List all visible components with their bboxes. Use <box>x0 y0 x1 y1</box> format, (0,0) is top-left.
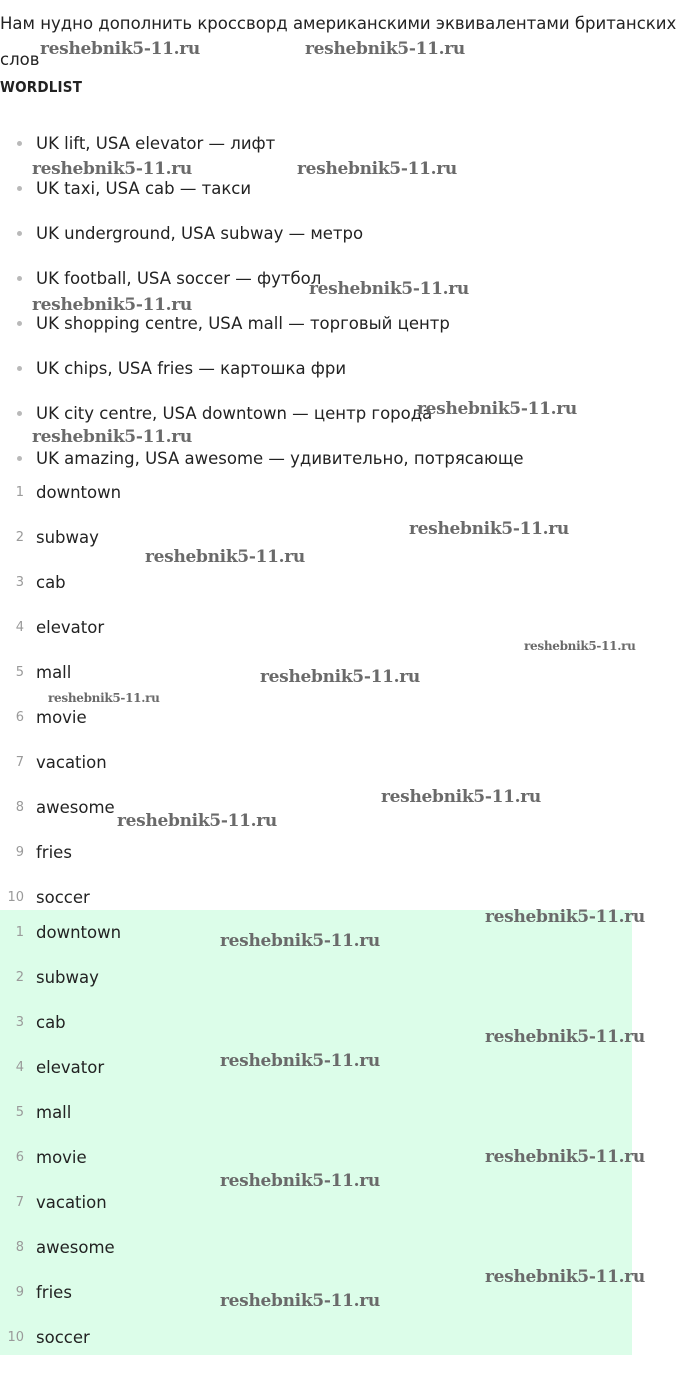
bullet-icon <box>17 456 22 461</box>
watermark: reshebnik5-11.ru <box>381 787 541 807</box>
answer-number: 9 <box>15 845 24 860</box>
bullet-icon <box>17 366 22 371</box>
answer-word: subway <box>36 528 99 547</box>
answer-item <box>0 955 632 1000</box>
watermark: reshebnik5-11.ru <box>32 427 192 447</box>
wordlist-item: UK taxi, USA cab — такси <box>0 166 680 211</box>
answer-word: soccer <box>36 1328 90 1347</box>
answer-word: awesome <box>36 1238 115 1257</box>
watermark: reshebnik5-11.ru <box>409 519 569 539</box>
watermark: reshebnik5-11.ru <box>260 667 420 687</box>
wordlist-heading: WORDLIST <box>0 78 83 96</box>
answer-word: soccer <box>36 888 90 907</box>
watermark: reshebnik5-11.ru <box>305 39 465 59</box>
answer-word: mall <box>36 1103 72 1122</box>
answer-number: 5 <box>15 1105 24 1120</box>
answer-word: awesome <box>36 798 115 817</box>
answer-number: 2 <box>15 970 24 985</box>
watermark: reshebnik5-11.ru <box>485 1027 645 1047</box>
answer-number: 4 <box>15 1060 24 1075</box>
answer-word: subway <box>36 968 99 987</box>
watermark: reshebnik5-11.ru <box>485 907 645 927</box>
watermark: reshebnik5-11.ru <box>309 279 469 299</box>
answer-item <box>0 830 632 875</box>
watermark: reshebnik5-11.ru <box>117 811 277 831</box>
wordlist-item: UK lift, USA elevator — лифт <box>0 121 680 166</box>
answer-word: vacation <box>36 753 107 772</box>
highlighted-answer-list <box>0 910 632 1355</box>
answer-number: 2 <box>15 530 24 545</box>
wordlist-item: UK underground, USA subway — метро <box>0 211 680 256</box>
answer-number: 3 <box>15 1015 24 1030</box>
bullet-icon <box>17 186 22 191</box>
answer-word: movie <box>36 708 87 727</box>
answer-number: 7 <box>15 755 24 770</box>
answer-number: 1 <box>15 485 24 500</box>
answer-number: 5 <box>15 665 24 680</box>
watermark: reshebnik5-11.ru <box>485 1267 645 1287</box>
watermark: reshebnik5-11.ru <box>145 547 305 567</box>
answer-number: 6 <box>15 710 24 725</box>
watermark: reshebnik5-11.ru <box>417 399 577 419</box>
answer-item <box>0 1225 632 1270</box>
answer-number: 9 <box>15 1285 24 1300</box>
answer-word: fries <box>36 1283 72 1302</box>
watermark: reshebnik5-11.ru <box>32 295 192 315</box>
answer-word: elevator <box>36 1058 105 1077</box>
answer-word: cab <box>36 1013 66 1032</box>
answer-item <box>0 1315 632 1360</box>
wordlist-item: UK chips, USA fries — картошка фри <box>0 346 680 391</box>
answer-word: fries <box>36 843 72 862</box>
bullet-icon <box>17 276 22 281</box>
answer-number: 7 <box>15 1195 24 1210</box>
bullet-icon <box>17 411 22 416</box>
answer-number: 8 <box>15 1240 24 1255</box>
answer-word: mall <box>36 663 72 682</box>
watermark: reshebnik5-11.ru <box>220 1291 380 1311</box>
watermark: reshebnik5-11.ru <box>220 1171 380 1191</box>
bullet-icon <box>17 231 22 236</box>
watermark: reshebnik5-11.ru <box>220 1051 380 1071</box>
bullet-icon <box>17 321 22 326</box>
answer-number: 6 <box>15 1150 24 1165</box>
wordlist-item: UK city centre, USA downtown — центр города <box>0 391 680 436</box>
answer-item <box>0 1090 632 1135</box>
answer-item <box>0 560 632 605</box>
answer-word: downtown <box>36 483 122 502</box>
watermark: reshebnik5-11.ru <box>48 691 160 705</box>
answer-item <box>0 470 632 515</box>
watermark: reshebnik5-11.ru <box>524 639 636 653</box>
wordlist-item: UK football, USA soccer — футбол <box>0 256 680 301</box>
watermark: reshebnik5-11.ru <box>40 39 200 59</box>
answer-word: elevator <box>36 618 105 637</box>
answer-number: 10 <box>7 1330 24 1345</box>
answer-word: vacation <box>36 1193 107 1212</box>
answer-number: 10 <box>7 890 24 905</box>
answer-number: 3 <box>15 575 24 590</box>
wordlist-item: UK shopping centre, USA mall — торговый центр <box>0 301 680 346</box>
wordlist-item: UK amazing, USA awesome — удивительно, потрясающе <box>0 436 680 481</box>
answer-word: movie <box>36 1148 87 1167</box>
bullet-icon <box>17 141 22 146</box>
answer-number: 8 <box>15 800 24 815</box>
answer-number: 4 <box>15 620 24 635</box>
watermark: reshebnik5-11.ru <box>297 159 457 179</box>
watermark: reshebnik5-11.ru <box>220 931 380 951</box>
watermark: reshebnik5-11.ru <box>485 1147 645 1167</box>
answer-number: 1 <box>15 925 24 940</box>
watermark: reshebnik5-11.ru <box>32 159 192 179</box>
answer-word: cab <box>36 573 66 592</box>
intro-text: Нам нудно дополнить кроссворд американскими эквивалентами британских слов <box>0 14 677 69</box>
answer-item <box>0 740 632 785</box>
answer-word: downtown <box>36 923 122 942</box>
